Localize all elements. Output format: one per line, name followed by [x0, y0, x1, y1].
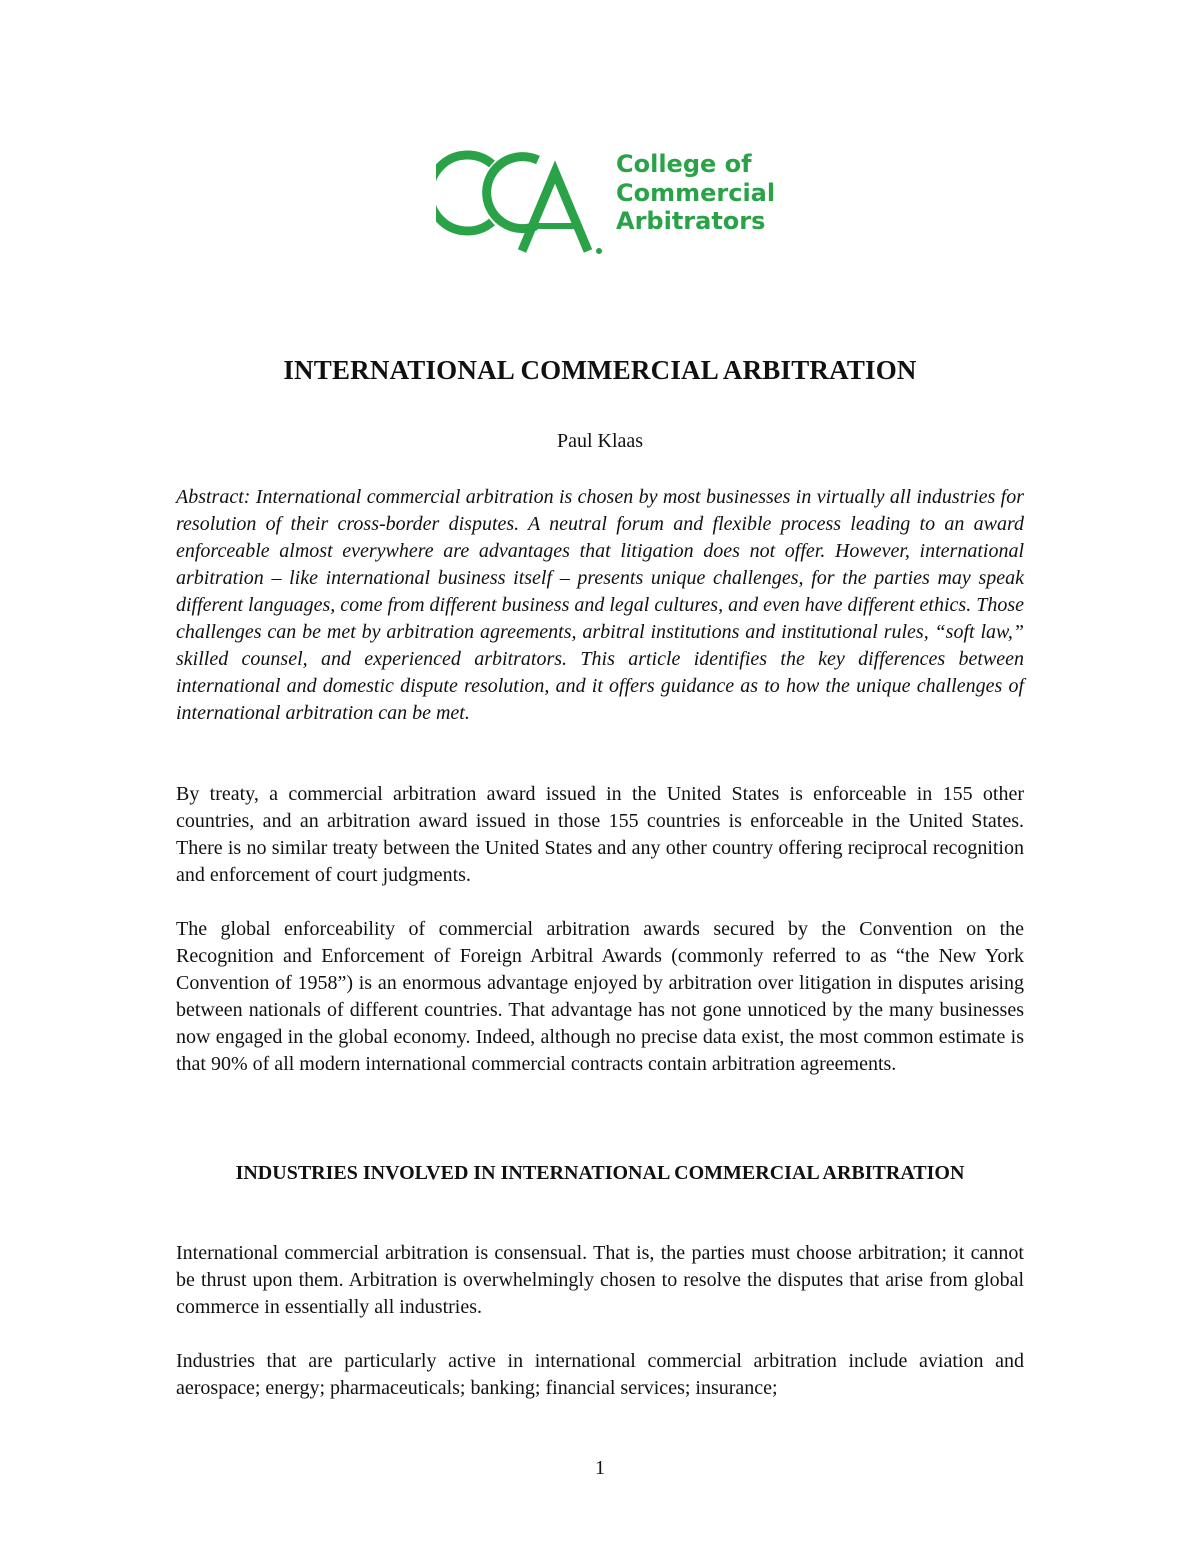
cca-logo	[436, 138, 776, 260]
document-author: Paul Klaas	[556, 430, 644, 452]
cca-logo-c2-shape	[487, 157, 538, 229]
cca-logo-mark	[436, 138, 616, 260]
section-heading: INDUSTRIES INVOLVED IN INTERNATIONAL COMMERCIAL ARBITRATION	[235, 1162, 965, 1184]
page-number: 1	[595, 1457, 605, 1479]
logo-line-3: Arbitrators	[616, 207, 766, 235]
body-paragraph-4: Industries that are particularly active in international commercial arbitration include aviation and aerospace; energy; pharmaceuticals; banking; financial services; insurance;	[176, 1350, 1024, 1399]
body-paragraph-2: The global enforceability of commercial arbitration awards secured by the Convention on the Recognition and Enforcement of Foreign Arbitral Awards (commonly referred to as “the New York Convention of 1958”) is an enormous advantage enjoyed by arbitration over litigation in disputes arising between nationals of different countries. That advantage has not gone unnoticed by the many businesses now engaged in the global economy. Indeed, although no precise data exist, the most common estimate is that 90% of all modern international commercial contracts contain arbitration agreements.	[176, 918, 1024, 1075]
cca-logo-text	[616, 150, 775, 236]
document-title: INTERNATIONAL COMMERCIAL ARBITRATION	[283, 355, 917, 385]
registered-mark-icon	[596, 248, 602, 254]
abstract-paragraph: Abstract: International commercial arbitration is chosen by most businesses in virtually all industries for resolution of their cross-border disputes. A neutral forum and flexible process leading to an award enforceable almost everywhere are advantages that litigation does not offer. However, international arbitration – like international business itself – presents unique challenges, for the parties may speak different languages, come from different business and legal cultures, and even have different ethics. Those challenges can be met by arbitration agreements, arbitral institutions and institutional rules, “soft law,” skilled counsel, and experienced arbitrators. This article identifies the key differences between international and domestic dispute resolution, and it offers guidance as to how the unique challenges of international arbitration can be met.	[176, 486, 1024, 724]
body-paragraph-1: By treaty, a commercial arbitration award issued in the United States is enforceable in 155 other countries, and an arbitration award issued in those 155 countries is enforceable in the United States. There is no similar treaty between the United States and any other country offering reciprocal recognition and enforcement of court judgments.	[176, 783, 1024, 886]
logo-line-1: College of	[616, 150, 752, 178]
logo-line-2: Commercial	[616, 178, 776, 207]
cca-logo-a-shape	[522, 172, 588, 251]
body-paragraph-3: International commercial arbitration is consensual. That is, the parties must choose arbitration; it cannot be thrust upon them. Arbitration is overwhelmingly chosen to resolve the disputes that arise from global commerce in essentially all industries.	[176, 1242, 1024, 1318]
